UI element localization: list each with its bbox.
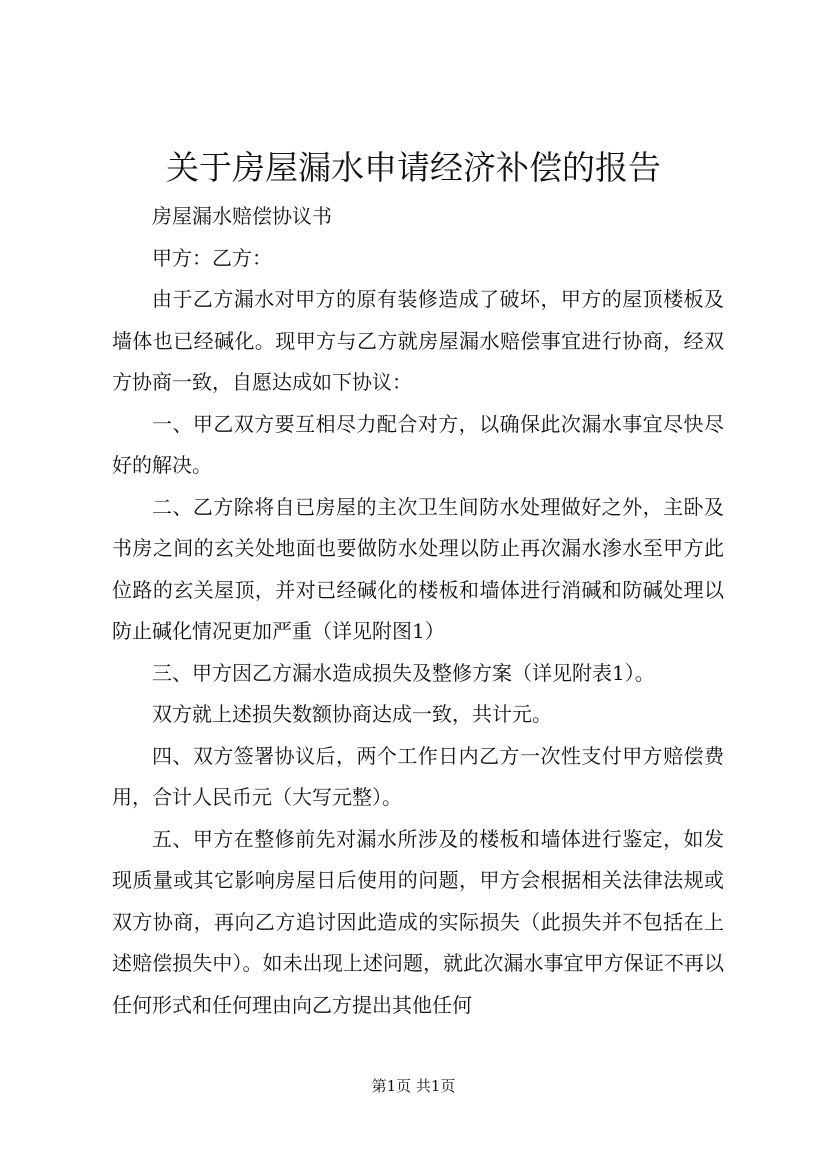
paragraph-total: 双方就上述损失数额协商达成一致，共计元。 (152, 702, 552, 726)
paragraph-clause-3: 三、甲方因乙方漏水造成损失及整修方案（详见附表1）。 (152, 660, 655, 685)
page-footer: 第1页 共1页 (371, 1077, 456, 1095)
paragraph-clause-4: 四、双方签署协议后，两个工作日内乙方一次性支付甲方赔偿费用，合计人民币元（大写元整）。 (112, 743, 724, 809)
paragraph-clause-2: 二、乙方除将自已房屋的主次卫生间防水处理做好之外，主卧及书房之间的玄关处地面也要做防水处理以防止再次漏水渗水至甲方此位路的玄关屋顶，并对已经碱化的楼板和墙体进行消碱和防碱处理以防止碱化情况更加严重（详见附图1） (112, 494, 724, 643)
paragraph-subtitle: 房屋漏水赔偿协议书 (152, 204, 332, 228)
document-title: 关于房屋漏水申请经济补偿的报告 (166, 148, 661, 187)
paragraph-clause-5: 五、甲方在整修前先对漏水所涉及的楼板和墙体进行鉴定，如发现质量或其它影响房屋日后使用的问题，甲方会根据相关法律法规或双方协商，再向乙方追讨因此造成的实际损失（此损失并不包括在上述赔偿损失中）。如未出现上述问题，就此次漏水事宜甲方保证不再以任何形式和任何理由向乙方提出其他任何 (112, 826, 724, 1017)
paragraph-clause-1: 一、甲乙双方要互相尽力配合对方，以确保此次漏水事宜尽快尽好的解决。 (112, 411, 724, 477)
document-body (112, 196, 724, 1026)
paragraph-preamble: 由于乙方漏水对甲方的原有装修造成了破坏，甲方的屋顶楼板及墙体也已经碱化。现甲方与乙方就房屋漏水赔偿事宜进行协商，经双方协商一致，自愿达成如下协议： (112, 287, 724, 394)
paragraph-parties: 甲方：乙方： (152, 245, 272, 270)
